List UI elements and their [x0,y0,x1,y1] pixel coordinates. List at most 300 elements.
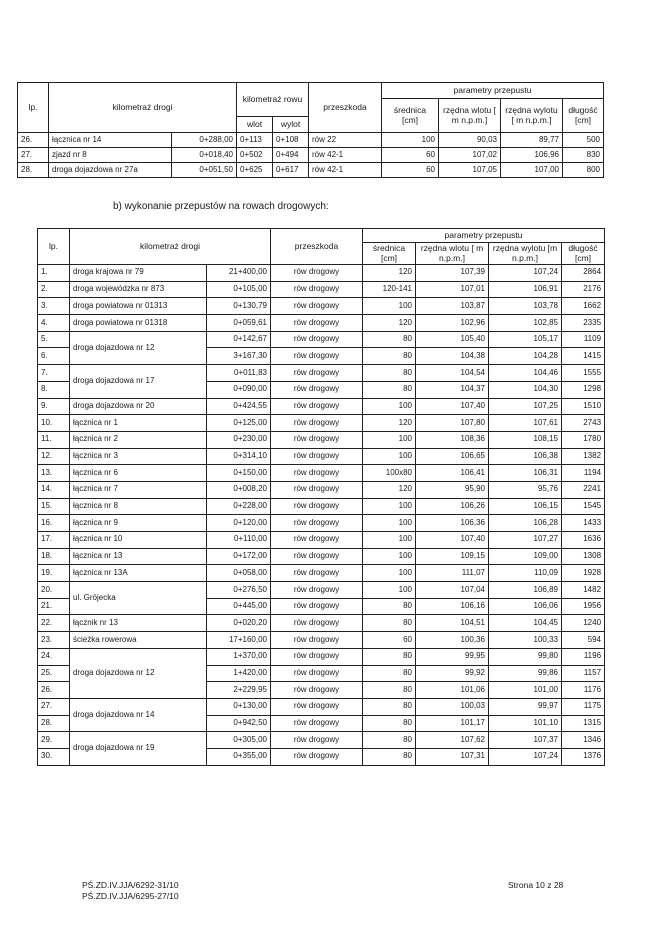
table-row [38,532,605,549]
cell-rzedna-wlotu: 106,16 [416,598,489,615]
cell-km: 1+370,00 [207,648,271,665]
cell-dlugosc: 2864 [562,265,605,282]
cell-przeszkoda: rów drogowy [271,648,363,665]
cell-rzedna-wlotu: 107,39 [416,265,489,282]
cell-przeszkoda: rów drogowy [271,331,363,348]
cell-road-name: łącznica nr 14 [49,133,172,148]
cell-srednica: 100 [363,431,416,448]
cell-road-name: łącznica nr 13 [70,548,207,565]
cell-przeszkoda: rów drogowy [271,582,363,599]
cell-rzedna-wlotu: 103,87 [416,298,489,315]
cell-srednica: 100 [382,133,439,148]
cell-srednica: 60 [382,148,439,163]
table-row [38,398,605,415]
cell-km: 0+445,00 [207,598,271,615]
cell-rzedna-wlotu: 101,06 [416,682,489,699]
cell-dlugosc: 1662 [562,298,605,315]
table-row [38,465,605,482]
header-srednica: średnica [cm] [363,243,416,265]
cell-przeszkoda: rów 42-1 [309,148,382,163]
cell-km: 2+229,95 [207,682,271,699]
cell-km: 0+142,67 [207,331,271,348]
cell-rzedna-wlotu: 107,62 [416,732,489,749]
cell-road-name: łącznica nr 3 [70,448,207,465]
cell-srednica: 60 [382,163,439,178]
table-row [38,481,605,498]
cell-road-name: łącznica nr 6 [70,465,207,482]
cell-dlugosc: 1545 [562,498,605,515]
cell-przeszkoda: rów drogowy [271,698,363,715]
cell-lp: 8. [38,381,70,398]
cell-przeszkoda: rów 42-1 [309,163,382,178]
cell-srednica: 100 [363,565,416,582]
cell-rzedna-wylotu: 106,96 [501,148,563,163]
cell-road-name: droga krajowa nr 79 [70,265,207,282]
cell-srednica: 100 [363,515,416,532]
cell-dlugosc: 1510 [562,398,605,415]
cell-dlugosc: 1780 [562,431,605,448]
cell-rzedna-wlotu: 107,80 [416,415,489,432]
culverts-table-road-ditches [37,228,605,766]
cell-rzedna-wlotu: 107,40 [416,532,489,549]
cell-lp: 9. [38,398,70,415]
cell-przeszkoda: rów drogowy [271,532,363,549]
cell-road-name: łącznica nr 13A [70,565,207,582]
cell-lp: 30. [38,748,70,765]
table-row [38,498,605,515]
cell-lp: 26. [18,133,49,148]
cell-srednica: 80 [363,748,416,765]
cell-dlugosc: 1298 [562,381,605,398]
cell-lp: 28. [18,163,49,178]
cell-srednica: 80 [363,331,416,348]
cell-rzedna-wylotu: 104,30 [489,381,562,398]
cell-road-name: droga wojewódzka nr 873 [70,281,207,298]
cell-dlugosc: 1157 [562,665,605,682]
document-references [82,880,179,901]
cell-lp: 19. [38,565,70,582]
cell-dlugosc: 1240 [562,615,605,632]
cell-srednica: 100 [363,498,416,515]
cell-rzedna-wlotu: 106,41 [416,465,489,482]
cell-rzedna-wylotu: 107,27 [489,532,562,549]
cell-km: 0+120,00 [207,515,271,532]
cell-srednica: 80 [363,732,416,749]
cell-wlot: 0+502 [237,148,273,163]
cell-przeszkoda: rów drogowy [271,465,363,482]
cell-km: 0+172,00 [207,548,271,565]
cell-dlugosc: 1194 [562,465,605,482]
cell-przeszkoda: rów drogowy [271,448,363,465]
cell-rzedna-wlotu: 111,07 [416,565,489,582]
header-wlot: wlot [237,117,273,133]
cell-lp: 24. [38,648,70,665]
cell-rzedna-wylotu: 103,78 [489,298,562,315]
cell-rzedna-wylotu: 107,24 [489,265,562,282]
cell-km: 0+288,00 [172,133,237,148]
cell-lp: 28. [38,715,70,732]
cell-lp: 27. [18,148,49,163]
cell-srednica: 120 [363,265,416,282]
cell-rzedna-wylotu: 109,00 [489,548,562,565]
cell-lp: 25. [38,665,70,682]
header-rzedna-wlotu: rzędna wlotu [ m n.p.m.] [439,99,501,133]
cell-srednica: 100 [363,398,416,415]
cell-km: 1+420,00 [207,665,271,682]
cell-km: 0+305,00 [207,732,271,749]
cell-rzedna-wlotu: 106,36 [416,515,489,532]
cell-lp: 11. [38,431,70,448]
cell-przeszkoda: rów drogowy [271,665,363,682]
table-row [18,163,604,178]
cell-rzedna-wylotu: 110,09 [489,565,562,582]
culverts-table-ditches [17,82,604,178]
cell-lp: 2. [38,281,70,298]
cell-rzedna-wlotu: 104,51 [416,615,489,632]
cell-road-name: łącznica nr 9 [70,515,207,532]
cell-rzedna-wlotu: 107,01 [416,281,489,298]
cell-rzedna-wlotu: 100,03 [416,698,489,715]
cell-lp: 15. [38,498,70,515]
cell-wylot: 0+494 [273,148,309,163]
cell-km: 0+228,00 [207,498,271,515]
cell-przeszkoda: rów drogowy [271,498,363,515]
cell-srednica: 100 [363,582,416,599]
section-b-title: b) wykonanie przepustów na rowach drogowych: [113,201,329,212]
cell-srednica: 100 [363,448,416,465]
cell-przeszkoda: rów drogowy [271,381,363,398]
cell-km: 0+355,00 [207,748,271,765]
table-row [38,281,605,298]
cell-rzedna-wlotu: 107,05 [439,163,501,178]
cell-rzedna-wylotu: 107,37 [489,732,562,749]
cell-lp: 7. [38,365,70,382]
header-przeszkoda: przeszkoda [271,229,363,265]
cell-lp: 21. [38,598,70,615]
cell-lp: 5. [38,331,70,348]
cell-dlugosc: 1928 [562,565,605,582]
header-rzedna-wylotu: rzędna wylotu [ m n.p.m.] [501,99,563,133]
cell-lp: 20. [38,582,70,599]
cell-przeszkoda: rów drogowy [271,415,363,432]
cell-road-name: droga dojazdowa nr 12 [70,331,207,364]
cell-rzedna-wlotu: 107,02 [439,148,501,163]
cell-srednica: 80 [363,381,416,398]
cell-rzedna-wylotu: 106,89 [489,582,562,599]
table-row [38,365,605,382]
cell-przeszkoda: rów drogowy [271,365,363,382]
cell-rzedna-wylotu: 105,17 [489,331,562,348]
cell-przeszkoda: rów drogowy [271,348,363,365]
cell-przeszkoda: rów drogowy [271,748,363,765]
cell-rzedna-wylotu: 107,25 [489,398,562,415]
cell-rzedna-wlotu: 100,36 [416,632,489,649]
cell-road-name: droga dojazdowa nr 17 [70,365,207,398]
cell-dlugosc: 1956 [562,598,605,615]
cell-wylot: 0+108 [273,133,309,148]
cell-km: 0+230,00 [207,431,271,448]
cell-srednica: 80 [363,365,416,382]
cell-road-name: droga dojazdowa nr 20 [70,398,207,415]
cell-rzedna-wlotu: 107,31 [416,748,489,765]
cell-lp: 13. [38,465,70,482]
cell-lp: 16. [38,515,70,532]
cell-rzedna-wlotu: 106,65 [416,448,489,465]
cell-rzedna-wylotu: 106,38 [489,448,562,465]
cell-srednica: 120-141 [363,281,416,298]
cell-rzedna-wlotu: 95,90 [416,481,489,498]
header-parametry: parametry przepustu [363,229,605,243]
cell-lp: 4. [38,315,70,332]
cell-przeszkoda: rów drogowy [271,732,363,749]
cell-przeszkoda: rów drogowy [271,431,363,448]
cell-rzedna-wylotu: 104,46 [489,365,562,382]
header-dlugosc: długość [cm] [563,99,604,133]
cell-przeszkoda: rów drogowy [271,481,363,498]
cell-dlugosc: 2241 [562,481,605,498]
cell-srednica: 100x80 [363,465,416,482]
cell-road-name: łącznik nr 13 [70,615,207,632]
cell-road-name: droga dojazdowa nr 14 [70,698,207,731]
cell-przeszkoda: rów drogowy [271,515,363,532]
cell-dlugosc: 1315 [562,715,605,732]
cell-km: 0+058,00 [207,565,271,582]
table-row [38,698,605,715]
cell-wlot: 0+113 [237,133,273,148]
cell-km: 0+130,00 [207,698,271,715]
cell-rzedna-wylotu: 101,10 [489,715,562,732]
cell-km: 0+942,50 [207,715,271,732]
table-row [38,331,605,348]
cell-rzedna-wylotu: 99,97 [489,698,562,715]
table-row [38,415,605,432]
cell-rzedna-wlotu: 107,40 [416,398,489,415]
cell-lp: 14. [38,481,70,498]
table-row [38,632,605,649]
cell-srednica: 80 [363,698,416,715]
cell-km: 0+276,50 [207,582,271,599]
cell-road-name: ul. Grójecka [70,582,207,615]
cell-przeszkoda: rów drogowy [271,398,363,415]
cell-km: 0+105,00 [207,281,271,298]
cell-przeszkoda: rów drogowy [271,598,363,615]
cell-lp: 1. [38,265,70,282]
cell-rzedna-wylotu: 95,76 [489,481,562,498]
cell-rzedna-wlotu: 104,38 [416,348,489,365]
cell-srednica: 100 [363,298,416,315]
header-rzedna-wylotu: rzędna wylotu [m n.p.m.] [489,243,562,265]
cell-dlugosc: 1382 [562,448,605,465]
cell-wlot: 0+625 [237,163,273,178]
header-rzedna-wlotu: rzędna wlotu [ m n.p.m.] [416,243,489,265]
cell-rzedna-wlotu: 104,54 [416,365,489,382]
cell-lp: 18. [38,548,70,565]
cell-lp: 12. [38,448,70,465]
cell-rzedna-wylotu: 106,91 [489,281,562,298]
cell-rzedna-wylotu: 108,15 [489,431,562,448]
cell-km: 0+008,20 [207,481,271,498]
table-row [38,565,605,582]
table-row [18,148,604,163]
cell-przeszkoda: rów drogowy [271,632,363,649]
cell-srednica: 80 [363,598,416,615]
table-row [38,648,605,665]
cell-rzedna-wlotu: 102,96 [416,315,489,332]
cell-km: 21+400,00 [207,265,271,282]
cell-rzedna-wlotu: 108,36 [416,431,489,448]
cell-rzedna-wylotu: 107,61 [489,415,562,432]
cell-road-name: łącznica nr 7 [70,481,207,498]
cell-road-name: ścieżka rowerowa [70,632,207,649]
cell-dlugosc: 500 [563,133,604,148]
cell-lp: 29. [38,732,70,749]
table-row [38,315,605,332]
cell-rzedna-wylotu: 106,28 [489,515,562,532]
cell-km: 0+011,83 [207,365,271,382]
cell-dlugosc: 1555 [562,365,605,382]
cell-rzedna-wylotu: 107,24 [489,748,562,765]
cell-rzedna-wlotu: 90,03 [439,133,501,148]
header-dlugosc: długość [cm] [562,243,605,265]
header-przeszkoda: przeszkoda [309,83,382,133]
table-row [38,298,605,315]
table-row [38,515,605,532]
cell-km: 0+314,10 [207,448,271,465]
cell-srednica: 60 [363,632,416,649]
cell-rzedna-wylotu: 89,77 [501,133,563,148]
cell-dlugosc: 1636 [562,532,605,549]
cell-rzedna-wylotu: 102,85 [489,315,562,332]
cell-rzedna-wylotu: 99,86 [489,665,562,682]
cell-srednica: 80 [363,615,416,632]
cell-rzedna-wlotu: 99,92 [416,665,489,682]
cell-rzedna-wylotu: 104,45 [489,615,562,632]
table-row [18,133,604,148]
cell-km: 0+125,00 [207,415,271,432]
cell-przeszkoda: rów drogowy [271,298,363,315]
cell-rzedna-wylotu: 101,00 [489,682,562,699]
cell-przeszkoda: rów drogowy [271,615,363,632]
cell-road-name: droga dojazdowa nr 19 [70,732,207,765]
cell-rzedna-wylotu: 106,06 [489,598,562,615]
cell-dlugosc: 1415 [562,348,605,365]
header-kilometraz-drogi: kilometraż drogi [49,83,237,133]
cell-srednica: 80 [363,348,416,365]
cell-km: 0+051,50 [172,163,237,178]
cell-lp: 23. [38,632,70,649]
cell-srednica: 80 [363,665,416,682]
table-row [38,448,605,465]
cell-lp: 22. [38,615,70,632]
header-lp: lp. [38,229,70,265]
cell-km: 0+424,55 [207,398,271,415]
cell-przeszkoda: rów 22 [309,133,382,148]
cell-rzedna-wlotu: 109,15 [416,548,489,565]
table-row [38,732,605,749]
cell-dlugosc: 594 [562,632,605,649]
cell-road-name: łącznica nr 2 [70,431,207,448]
cell-srednica: 100 [363,532,416,549]
cell-road-name: droga dojazdowa nr 27a [49,163,172,178]
cell-srednica: 120 [363,481,416,498]
cell-rzedna-wylotu: 99,80 [489,648,562,665]
cell-srednica: 120 [363,315,416,332]
cell-dlugosc: 1175 [562,698,605,715]
cell-road-name: łącznica nr 10 [70,532,207,549]
cell-srednica: 100 [363,548,416,565]
cell-road-name: droga dojazdowa nr 12 [70,648,207,698]
cell-rzedna-wylotu: 106,31 [489,465,562,482]
cell-dlugosc: 1346 [562,732,605,749]
cell-rzedna-wylotu: 106,15 [489,498,562,515]
cell-km: 3+167,30 [207,348,271,365]
cell-lp: 27. [38,698,70,715]
cell-dlugosc: 2176 [562,281,605,298]
cell-km: 0+018,40 [172,148,237,163]
cell-road-name: droga powiatowa nr 01313 [70,298,207,315]
header-wylot: wylot [273,117,309,133]
cell-rzedna-wlotu: 101,17 [416,715,489,732]
cell-rzedna-wlotu: 99,95 [416,648,489,665]
cell-srednica: 80 [363,648,416,665]
cell-rzedna-wlotu: 105,40 [416,331,489,348]
cell-km: 0+130,79 [207,298,271,315]
cell-rzedna-wlotu: 106,26 [416,498,489,515]
cell-dlugosc: 2743 [562,415,605,432]
cell-dlugosc: 1376 [562,748,605,765]
cell-rzedna-wlotu: 104,37 [416,381,489,398]
cell-przeszkoda: rów drogowy [271,265,363,282]
cell-road-name: łącznica nr 8 [70,498,207,515]
cell-km: 0+150,00 [207,465,271,482]
header-srednica: średnica [cm] [382,99,439,133]
cell-lp: 26. [38,682,70,699]
cell-dlugosc: 1196 [562,648,605,665]
cell-lp: 3. [38,298,70,315]
header-kilometraz-drogi: kilometraż drogi [70,229,271,265]
table-row [38,615,605,632]
table-row [38,548,605,565]
cell-lp: 6. [38,348,70,365]
cell-dlugosc: 1482 [562,582,605,599]
cell-dlugosc: 1433 [562,515,605,532]
reference-number: PŚ.ZD.IV.JJA/6292-31/10 [82,880,179,890]
cell-przeszkoda: rów drogowy [271,548,363,565]
reference-number: PŚ.ZD.IV.JJA/6295-27/10 [82,890,179,901]
cell-rzedna-wlotu: 107,04 [416,582,489,599]
cell-wylot: 0+617 [273,163,309,178]
cell-srednica: 80 [363,682,416,699]
cell-dlugosc: 1109 [562,331,605,348]
cell-przeszkoda: rów drogowy [271,281,363,298]
cell-dlugosc: 1176 [562,682,605,699]
table-row [38,431,605,448]
cell-dlugosc: 2335 [562,315,605,332]
cell-lp: 10. [38,415,70,432]
cell-road-name: zjazd nr 8 [49,148,172,163]
cell-rzedna-wylotu: 104,28 [489,348,562,365]
cell-przeszkoda: rów drogowy [271,715,363,732]
table-row [38,265,605,282]
cell-rzedna-wylotu: 107,00 [501,163,563,178]
cell-dlugosc: 1308 [562,548,605,565]
cell-km: 0+090,00 [207,381,271,398]
cell-km: 0+020,20 [207,615,271,632]
cell-km: 17+160,00 [207,632,271,649]
page-number: Strona 10 z 28 [508,880,564,890]
cell-road-name: droga powiatowa nr 01318 [70,315,207,332]
cell-przeszkoda: rów drogowy [271,682,363,699]
